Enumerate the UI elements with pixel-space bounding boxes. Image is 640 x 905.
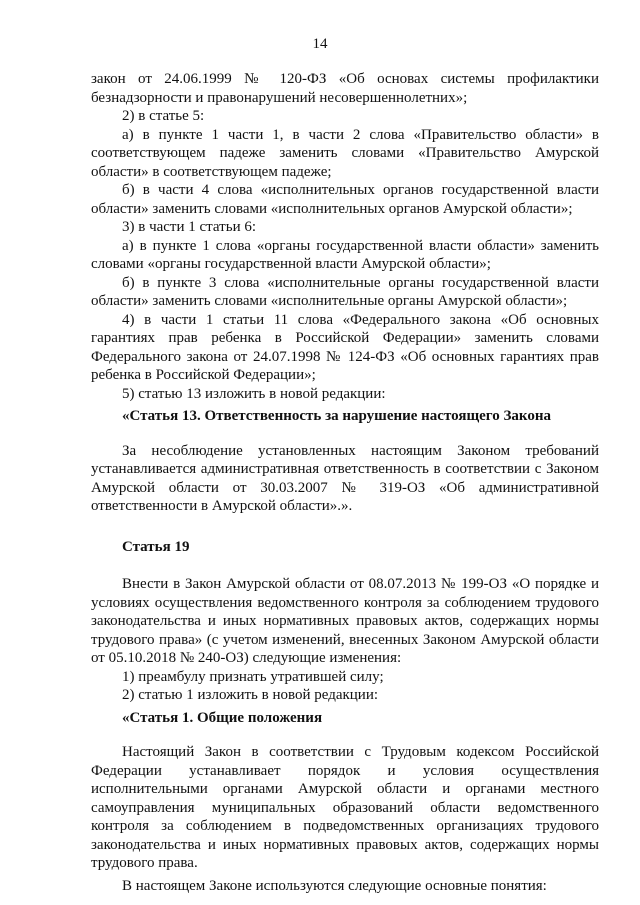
- paragraph: Внести в Закон Амурской области от 08.07.2013 № 199-ОЗ «О порядке и условиях осуществления ведомственного контроля за соблюдением трудового законодательства и иных нормативных правовых актов, содержащих нормы трудового права» (с учетом изменений, внесенных Законом Амурской области от 05.10.2018 № 240-ОЗ) следующие изменения:: [91, 576, 599, 666]
- paragraph: 2) статью 1 изложить в новой редакции:: [122, 687, 379, 703]
- document-body: [91, 70, 599, 895]
- paragraph: Настоящий Закон в соответствии с Трудовым кодексом Российской Федерации устанавливает порядок и условия осуществления исполнительными органами Амурской области и органами местного самоуправления муниципальных образований области ведомственного контроля за соблюдением в подведомственных организациях трудового законодательства и иных нормативных правовых актов, содержащих нормы трудового права.: [91, 744, 599, 871]
- paragraph: 3) в части 1 статьи 6:: [122, 219, 257, 235]
- article-heading: Статья 19: [122, 538, 190, 555]
- article-heading: «Статья 1. Общие положения: [122, 709, 323, 726]
- paragraph: 5) статью 13 изложить в новой редакции:: [122, 385, 386, 402]
- paragraph: 2) в статье 5:: [122, 108, 205, 124]
- paragraph: В настоящем Законе используются следующие основные понятия:: [122, 877, 547, 894]
- paragraph: б) в пункте 3 слова «исполнительные органы государственной власти области» заменить словами «исполнительные органы Амурской области»;: [91, 274, 599, 309]
- paragraph: б) в части 4 слова «исполнительных органов государственной власти области» заменить словами «исполнительных органов Амурской области»;: [91, 182, 599, 217]
- paragraph: 4) в части 1 статьи 11 слова «Федерального закона «Об основных гарантиях прав ребенка в Российской Федерации» заменить словами Федерального закона от 24.07.1998 № 124-ФЗ «Об основных гарантиях прав ребенка в Российской Федерации»;: [91, 311, 599, 383]
- paragraph: а) в пункте 1 части 1, в части 2 слова «Правительство области» в соответствующем падеже заменить словами «Правительство Амурской области» в соответствующем падеже;: [91, 126, 599, 180]
- paragraph: закон от 24.06.1999 № 120-ФЗ «Об основах системы профилактики безнадзорности и правонарушений несовершеннолетних»;: [91, 71, 599, 106]
- paragraph: а) в пункте 1 слова «органы государственной власти области» заменить словами «органы государственной власти Амурской области»;: [91, 237, 599, 272]
- paragraph: 1) преамбулу признать утратившей силу;: [122, 668, 384, 685]
- paragraph: За несоблюдение установленных настоящим Законом требований устанавливается административная ответственность в соответствии с Законом Амурской области от 30.03.2007 № 319-ОЗ «Об административной ответственности в Амурской области».».: [91, 442, 599, 514]
- article-heading: «Статья 13. Ответственность за нарушение настоящего Закона: [122, 408, 551, 424]
- page-number: 14: [312, 36, 328, 52]
